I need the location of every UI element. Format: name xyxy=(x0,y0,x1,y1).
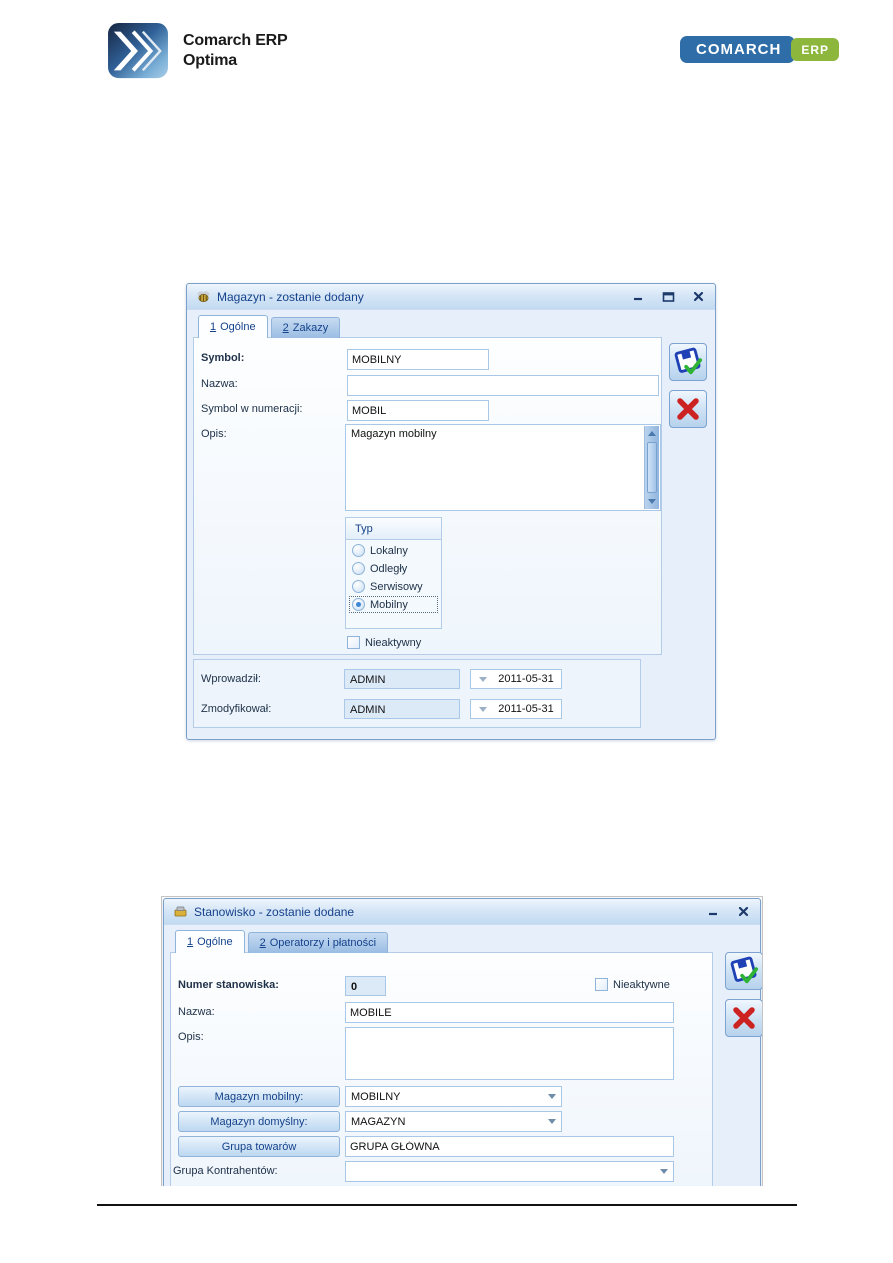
numer-stanowiska-field: 0 xyxy=(345,976,386,996)
minimize-icon[interactable] xyxy=(705,905,721,919)
combo-value: MAGAZYN xyxy=(351,1115,406,1128)
magazyn-mobilny-button[interactable]: Magazyn mobilny: xyxy=(178,1086,340,1107)
dialog-magazyn xyxy=(186,283,716,740)
dialog-stanowisko xyxy=(163,898,761,1186)
chevron-down-icon[interactable] xyxy=(471,677,495,682)
comarch-logo xyxy=(107,22,288,80)
combo-value: MOBILNY xyxy=(351,1090,401,1103)
scroll-up-icon[interactable] xyxy=(645,426,659,441)
comarch-chevrons-logo-icon xyxy=(107,22,169,80)
nieaktywny-checkbox-row[interactable] xyxy=(347,636,421,649)
logo-text xyxy=(183,31,288,71)
tab-zakazy[interactable] xyxy=(271,317,341,338)
opis-textarea[interactable] xyxy=(345,1027,674,1080)
radio-icon-selected xyxy=(352,598,365,611)
floppy-save-icon xyxy=(673,347,703,377)
save-button[interactable] xyxy=(725,952,763,990)
maximize-icon[interactable] xyxy=(660,290,676,304)
screenshot-frame xyxy=(161,896,763,1186)
nazwa-label: Nazwa: xyxy=(178,1006,215,1018)
radio-mobilny[interactable] xyxy=(350,597,437,612)
tab-number: 2 xyxy=(259,937,266,949)
grupa-towarow-input[interactable] xyxy=(345,1136,674,1157)
scroll-down-icon[interactable] xyxy=(645,494,659,509)
tab-label: Operatorzy i płatności xyxy=(269,937,377,949)
nieaktywny-label: Nieaktywny xyxy=(365,636,422,649)
opis-label: Opis: xyxy=(201,428,227,440)
nazwa-input[interactable] xyxy=(347,375,659,396)
dialog-magazyn-titlebar[interactable] xyxy=(187,284,715,310)
badge-erp: ERP xyxy=(791,38,839,61)
badge-comarch: COMARCH xyxy=(680,36,795,63)
radio-label: Serwisowy xyxy=(370,580,423,593)
footer-divider xyxy=(97,1204,797,1206)
cancel-button[interactable] xyxy=(669,390,707,428)
wprowadzil-label: Wprowadził: xyxy=(201,673,261,685)
red-x-icon xyxy=(730,1004,758,1032)
tab-number: 1 xyxy=(210,321,217,333)
radio-odlegly[interactable] xyxy=(350,561,437,576)
radio-serwisowy[interactable] xyxy=(350,579,437,594)
dialog-stanowisko-tabs xyxy=(175,930,388,953)
radio-icon xyxy=(352,580,365,593)
grupa-kontrahentow-label: Grupa Kontrahentów: xyxy=(173,1165,278,1177)
chevron-down-icon[interactable] xyxy=(471,707,495,712)
opis-text: Magazyn mobilny xyxy=(351,428,437,440)
minimize-icon[interactable] xyxy=(630,290,646,304)
radio-icon xyxy=(352,562,365,575)
zmodyfikowal-date: 2011-05-31 xyxy=(498,703,554,715)
chevron-down-icon[interactable] xyxy=(548,1119,556,1124)
floppy-save-icon xyxy=(729,956,759,986)
checkbox-icon xyxy=(595,978,608,991)
dialog-stanowisko-titlebar[interactable] xyxy=(164,899,760,925)
tab-operatorzy-platnosci[interactable] xyxy=(248,932,389,953)
radio-lokalny[interactable] xyxy=(350,543,437,558)
dialog-magazyn-tabs xyxy=(198,315,340,338)
numer-stanowiska-label: Numer stanowiska: xyxy=(178,979,279,991)
symbol-numeracja-input[interactable] xyxy=(347,400,489,421)
zmodyfikowal-date-combo[interactable] xyxy=(470,699,562,719)
radio-label: Odległy xyxy=(370,562,408,575)
typ-groupbox xyxy=(345,517,442,629)
grupa-kontrahentow-combo[interactable] xyxy=(345,1161,674,1182)
symbol-input[interactable] xyxy=(347,349,489,370)
wprowadzil-user-field: ADMIN xyxy=(344,669,460,689)
tab-label: Ogólne xyxy=(220,321,256,333)
checkbox-icon xyxy=(347,636,360,649)
logo-line1: Comarch ERP xyxy=(183,32,288,49)
grupa-towarow-button[interactable]: Grupa towarów xyxy=(178,1136,340,1157)
nazwa-label: Nazwa: xyxy=(201,378,238,390)
tab-label: Ogólne xyxy=(197,936,233,948)
tab-label: Zakazy xyxy=(292,322,329,334)
tab-ogolne[interactable] xyxy=(198,315,268,338)
radio-label: Mobilny xyxy=(370,598,408,611)
opis-textarea[interactable] xyxy=(345,424,661,511)
opis-label: Opis: xyxy=(178,1031,204,1043)
nieaktywne-label: Nieaktywne xyxy=(613,978,670,991)
typ-group-header: Typ xyxy=(346,518,441,540)
radio-label: Lokalny xyxy=(370,544,408,557)
dialog-stanowisko-title: Stanowisko - zostanie dodane xyxy=(194,904,355,919)
zmodyfikowal-label: Zmodyfikował: xyxy=(201,703,272,715)
cancel-button[interactable] xyxy=(725,999,763,1037)
radio-icon xyxy=(352,544,365,557)
window-bee-icon xyxy=(196,290,211,303)
red-x-icon xyxy=(674,395,702,423)
dialog-magazyn-title: Magazyn - zostanie dodany xyxy=(217,289,364,304)
nieaktywne-checkbox-row[interactable] xyxy=(595,978,670,991)
logo-line2: Optima xyxy=(183,52,237,69)
dialog-magazyn-main-panel xyxy=(193,337,662,655)
close-icon[interactable] xyxy=(690,290,706,304)
chevron-down-icon[interactable] xyxy=(660,1169,668,1174)
zmodyfikowal-user-field: ADMIN xyxy=(344,699,460,719)
wprowadzil-date-combo[interactable] xyxy=(470,669,562,689)
chevron-down-icon[interactable] xyxy=(548,1094,556,1099)
comarch-erp-badge xyxy=(680,36,839,63)
wprowadzil-date: 2011-05-31 xyxy=(498,673,554,685)
tab-number: 1 xyxy=(187,936,194,948)
magazyn-domyslny-combo[interactable] xyxy=(345,1111,562,1132)
save-button[interactable] xyxy=(669,343,707,381)
nazwa-input[interactable] xyxy=(345,1002,674,1023)
magazyn-mobilny-combo[interactable] xyxy=(345,1086,562,1107)
tab-ogolne[interactable] xyxy=(175,930,245,953)
tab-number: 2 xyxy=(282,322,289,334)
close-icon[interactable] xyxy=(735,905,751,919)
dialog-magazyn-audit-panel xyxy=(193,659,641,728)
scrollbar-thumb[interactable] xyxy=(647,442,657,493)
dialog-stanowisko-main-panel xyxy=(170,952,713,1186)
symbol-numeracja-label: Symbol w numeracji: xyxy=(201,403,303,415)
symbol-label: Symbol: xyxy=(201,352,245,364)
magazyn-domyslny-button[interactable]: Magazyn domyślny: xyxy=(178,1111,340,1132)
opis-scrollbar[interactable] xyxy=(644,426,659,509)
window-register-icon xyxy=(173,905,188,918)
